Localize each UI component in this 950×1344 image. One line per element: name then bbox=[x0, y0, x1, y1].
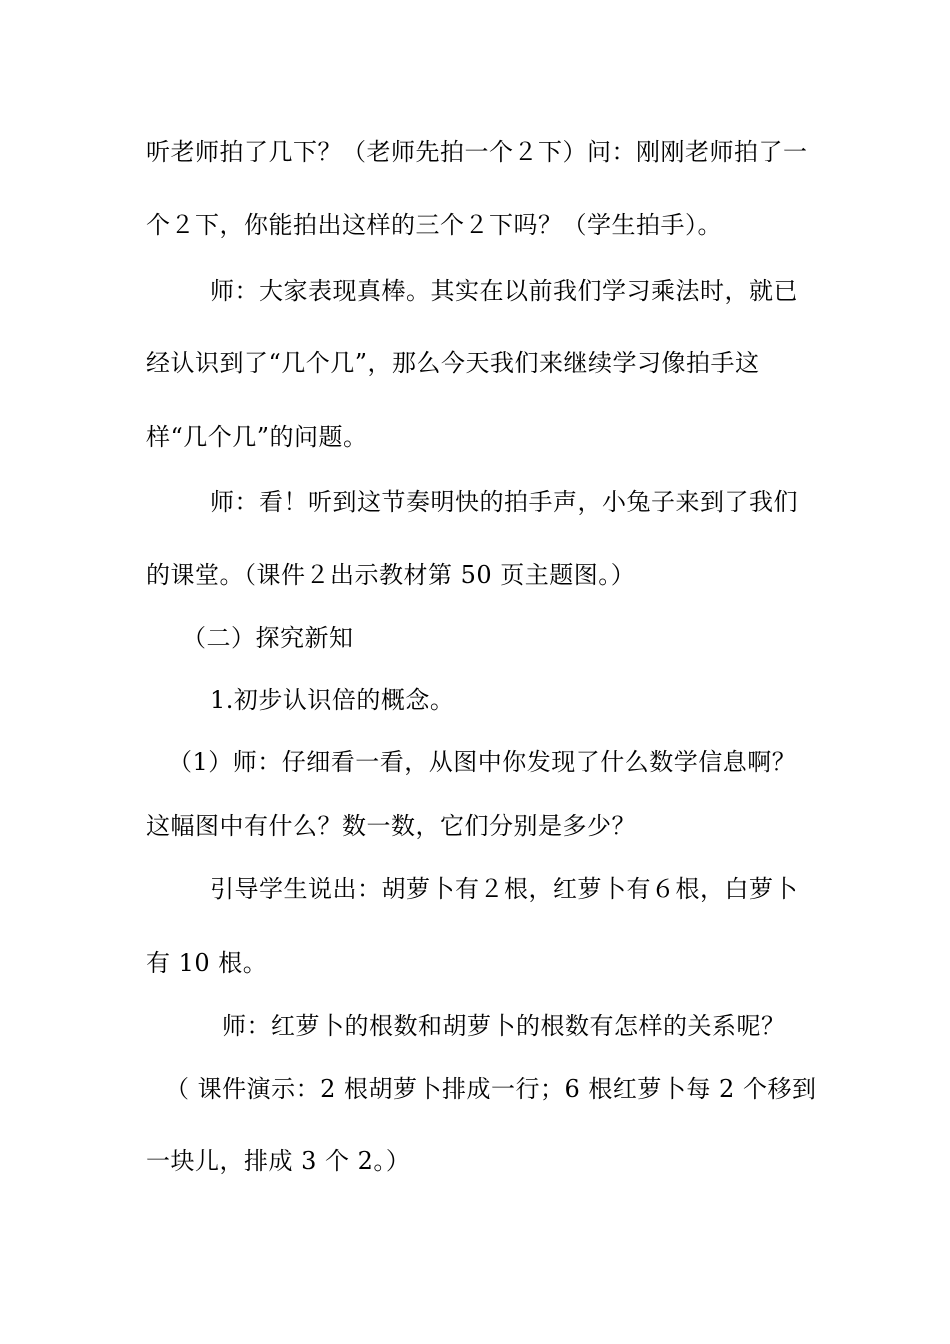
text-line: 样“几个几”的问题。 bbox=[146, 423, 368, 451]
text-line: 引导学生说出：胡萝卜有２根，红萝卜有６根，白萝卜 bbox=[210, 875, 798, 903]
text-line: 一块儿，排成 3 个 2。） bbox=[146, 1147, 411, 1175]
text-line: （ 课件演示：2 根胡萝卜排成一行；6 根红萝卜每 2 个移到 bbox=[165, 1075, 817, 1103]
text-line: 这幅图中有什么？数一数，它们分别是多少？ bbox=[146, 812, 636, 840]
section-heading: （二）探究新知 bbox=[182, 624, 354, 652]
text-line: 师：红萝卜的根数和胡萝卜的根数有怎样的关系呢？ bbox=[222, 1012, 786, 1040]
text-line: 个２下，你能拍出这样的三个２下吗？（学生拍手）。 bbox=[146, 211, 722, 239]
text-line: 师：看！听到这节奏明快的拍手声，小兔子来到了我们 bbox=[210, 488, 798, 516]
subsection-heading: 1.初步认识倍的概念。 bbox=[210, 686, 455, 714]
text-line: 的课堂。（课件２出示教材第 50 页主题图。） bbox=[146, 561, 636, 589]
text-line: 听老师拍了几下？（老师先拍一个２下）问：刚刚老师拍了一 bbox=[146, 138, 808, 166]
text-line: （1）师：仔细看一看，从图中你发现了什么数学信息啊？ bbox=[168, 748, 797, 776]
text-line: 师：大家表现真棒。其实在以前我们学习乘法时，就已 bbox=[210, 277, 798, 305]
text-line: 有 10 根。 bbox=[146, 949, 268, 977]
text-line: 经认识到了“几个几”，那么今天我们来继续学习像拍手这 bbox=[146, 349, 760, 377]
